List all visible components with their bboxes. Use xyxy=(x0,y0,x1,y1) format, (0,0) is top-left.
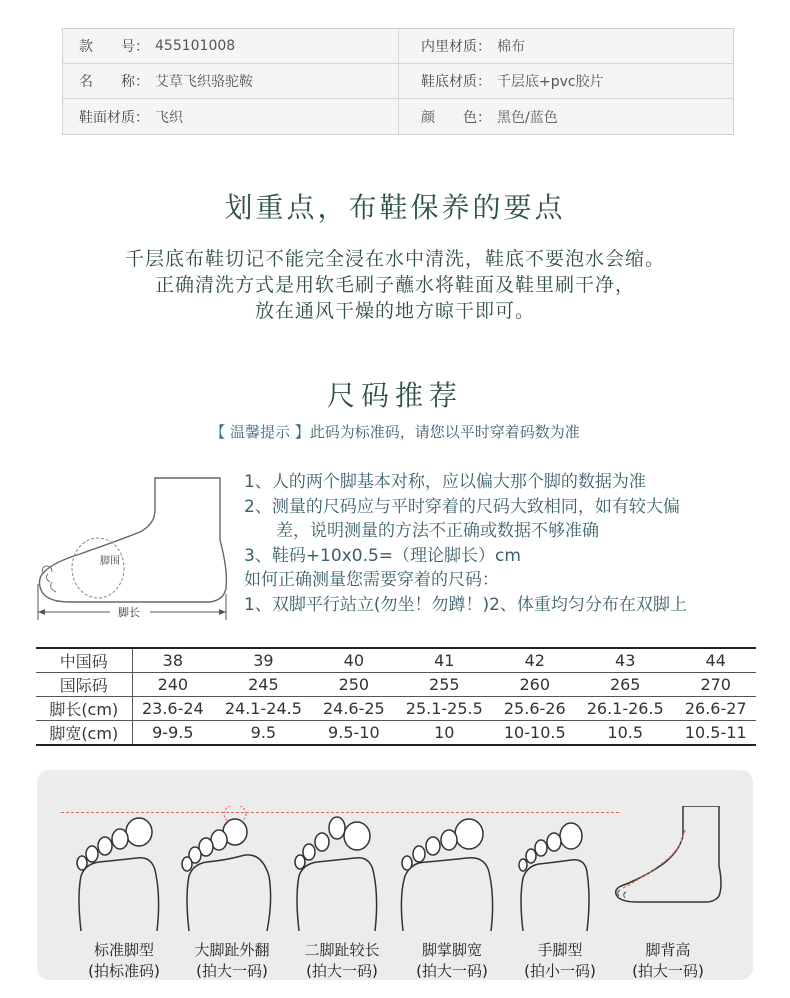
high-instep-foot-icon xyxy=(613,806,723,936)
table-cell: 9.5-10 xyxy=(314,721,395,746)
foot-type-label xyxy=(603,940,733,982)
table-cell: 265 xyxy=(575,673,675,697)
spec-value: 千层底+pvc胶片 xyxy=(497,74,604,90)
spec-label: 颜 色： xyxy=(421,109,491,126)
narrow-foot-icon xyxy=(505,806,615,936)
spec-row xyxy=(63,99,733,134)
table-cell: 43 xyxy=(575,648,675,673)
bunion-foot-icon xyxy=(177,806,287,936)
long-second-toe-foot-icon xyxy=(287,806,397,936)
foot-type-advice: (拍大一码) xyxy=(306,962,378,980)
instruction-line: 1、双脚平行站立(勿坐！勿蹲！)2、体重均匀分布在双脚上 xyxy=(244,594,687,615)
table-cell: 260 xyxy=(495,673,576,697)
spec-label: 款 号： xyxy=(79,39,149,55)
foot-measure-diagram xyxy=(30,470,235,630)
foot-type-bunion xyxy=(177,806,287,980)
row-header: 中国码 xyxy=(36,648,132,673)
instruction-line: 1、人的两个脚基本对称，应以偏大那个脚的数据为准 xyxy=(244,472,646,492)
instruction-line: 3、鞋码+10x0.5=（理论脚长）cm xyxy=(244,545,521,566)
foot-types-panel xyxy=(37,770,753,980)
table-cell: 9.5 xyxy=(213,721,313,746)
spec-label: 名 称： xyxy=(79,74,149,90)
instruction-line: 2、测量的尺码应与平时穿着的尺码大致相同，如有较大偏 xyxy=(244,496,680,517)
care-text xyxy=(0,246,790,324)
table-cell: 24.6-25 xyxy=(314,697,395,721)
table-cell: 41 xyxy=(394,648,494,673)
spec-cell-lining xyxy=(398,29,733,63)
spec-cell-style-no xyxy=(63,29,398,63)
foot-type-advice: (拍小一码) xyxy=(524,962,596,980)
spec-label: 鞋底材质： xyxy=(421,74,491,90)
spec-value: 艾草飞织骆驼鞍 xyxy=(155,74,253,90)
table-cell: 240 xyxy=(132,673,213,697)
size-chart-table xyxy=(36,647,756,746)
foot-side-icon xyxy=(30,470,235,630)
spec-row xyxy=(63,29,733,64)
length-label: 脚长 xyxy=(118,606,140,619)
table-cell: 10-10.5 xyxy=(495,721,576,746)
spec-value: 飞织 xyxy=(155,109,183,126)
table-cell: 255 xyxy=(394,673,494,697)
table-cell: 26.1-26.5 xyxy=(575,697,675,721)
foot-type-name: 手脚型 xyxy=(537,941,583,959)
standard-foot-icon xyxy=(69,806,179,936)
care-line: 千层底布鞋切记不能完全浸在水中清洗，鞋底不要泡水会缩。 xyxy=(124,248,665,270)
tip-bracket-close: 】 xyxy=(294,423,310,441)
instruction-line: 差，说明测量的方法不正确或数据不够准确 xyxy=(276,521,599,541)
care-title: 划重点，布鞋保养的要点 xyxy=(224,191,566,224)
foot-type-advice: (拍大一码) xyxy=(632,962,704,980)
table-cell: 44 xyxy=(675,648,756,673)
table-cell: 26.6-27 xyxy=(675,697,756,721)
table-row xyxy=(36,721,756,746)
foot-type-name: 脚掌脚宽 xyxy=(421,941,482,959)
table-cell: 245 xyxy=(213,673,313,697)
care-line: 放在通风干燥的地方晾干即可。 xyxy=(254,300,535,322)
spec-row xyxy=(63,64,733,99)
table-cell: 10.5 xyxy=(575,721,675,746)
spec-value: 黑色/蓝色 xyxy=(497,109,558,126)
table-cell: 10 xyxy=(394,721,494,746)
care-line: 正确清洗方式是用软毛刷子蘸水将鞋面及鞋里刷干净， xyxy=(154,274,635,296)
table-cell: 25.6-26 xyxy=(495,697,576,721)
spec-value: 棉布 xyxy=(497,39,525,55)
table-cell: 250 xyxy=(314,673,395,697)
table-cell: 42 xyxy=(495,648,576,673)
foot-type-advice: (拍大一码) xyxy=(196,962,268,980)
table-cell: 40 xyxy=(314,648,395,673)
table-cell: 25.1-25.5 xyxy=(394,697,494,721)
size-title: 尺码推荐 xyxy=(326,379,463,412)
tip-text: 此码为标准码，请您以平时穿着码数为准 xyxy=(309,423,580,441)
foot-type-name: 标准脚型 xyxy=(93,941,154,959)
wide-foot-icon xyxy=(397,806,507,936)
table-cell: 23.6-24 xyxy=(132,697,213,721)
table-row xyxy=(36,648,756,673)
row-header: 脚宽(cm) xyxy=(36,721,132,746)
measure-instructions xyxy=(244,470,764,617)
spec-cell-name xyxy=(63,64,398,98)
size-tip xyxy=(0,421,790,442)
spec-cell-sole xyxy=(398,64,733,98)
spec-cell-upper xyxy=(63,99,398,134)
table-cell: 10.5-11 xyxy=(675,721,756,746)
table-cell: 38 xyxy=(132,648,213,673)
foot-type-standard xyxy=(69,806,179,980)
foot-type-advice: (拍大一码) xyxy=(416,962,488,980)
foot-type-wide xyxy=(397,806,507,980)
spec-label: 内里材质： xyxy=(421,39,491,55)
tip-bracket-open: 【 xyxy=(210,423,226,441)
foot-type-name: 大脚趾外翻 xyxy=(194,941,270,959)
row-header: 脚长(cm) xyxy=(36,697,132,721)
spec-value: 455101008 xyxy=(155,38,236,54)
table-row xyxy=(36,697,756,721)
table-row xyxy=(36,673,756,697)
foot-type-name: 二脚趾较长 xyxy=(304,941,380,959)
table-cell: 39 xyxy=(213,648,313,673)
tip-label: 温馨提示 xyxy=(225,423,295,441)
row-header: 国际码 xyxy=(36,673,132,697)
table-cell: 9-9.5 xyxy=(132,721,213,746)
girth-label: 脚围 xyxy=(100,556,120,567)
spec-cell-color xyxy=(398,99,733,134)
foot-type-long-second-toe xyxy=(287,806,397,980)
table-cell: 24.1-24.5 xyxy=(213,697,313,721)
foot-type-narrow xyxy=(505,806,615,980)
instruction-line: 如何正确测量您需要穿着的尺码： xyxy=(244,570,499,590)
foot-type-high-instep xyxy=(613,806,723,980)
spec-table xyxy=(62,28,734,135)
foot-type-name: 脚背高 xyxy=(645,941,691,959)
table-cell: 270 xyxy=(675,673,756,697)
spec-label: 鞋面材质： xyxy=(79,109,149,126)
foot-type-advice: (拍标准码) xyxy=(88,962,160,980)
